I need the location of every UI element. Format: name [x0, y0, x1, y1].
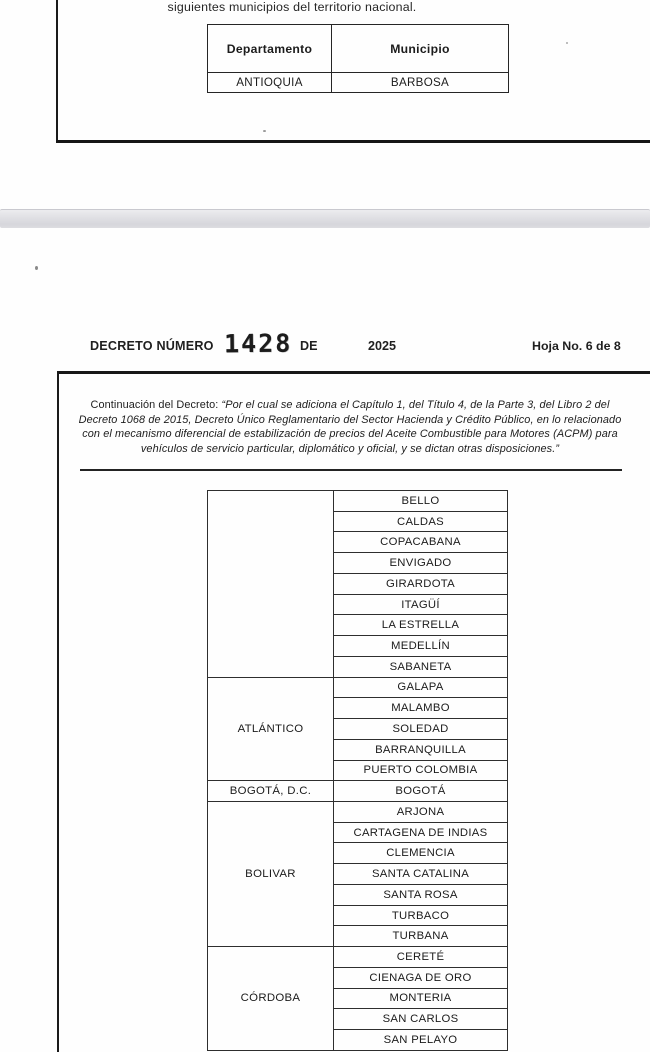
- municipality-cell: SAN CARLOS: [334, 1009, 508, 1030]
- decreto-year: 2025: [368, 339, 397, 353]
- municipality-cell: SANTA CATALINA: [334, 864, 508, 885]
- decreto-header-line: [0, 328, 650, 368]
- municipality-cell: BOGOTÁ: [334, 781, 508, 802]
- municipality-cell: BARRANQUILLA: [334, 739, 508, 760]
- department-cell: ANTIOQUIA: [208, 73, 332, 93]
- continuation-prefix: Continuación del Decreto:: [90, 399, 222, 411]
- municipality-cell: BARBOSA: [332, 73, 509, 93]
- municipality-cell: CERETÉ: [334, 947, 508, 968]
- municipality-cell: MEDELLÍN: [334, 636, 508, 657]
- department-cell: CÓRDOBA: [208, 947, 334, 1051]
- municipality-cell: CIENAGA DE ORO: [334, 967, 508, 988]
- municipalities-table-body: [208, 491, 508, 1051]
- municipality-cell: BELLO: [334, 491, 508, 512]
- department-cell: [208, 491, 334, 678]
- table-row: [208, 802, 508, 823]
- scan-speck: [263, 130, 266, 132]
- department-municipio-table: [207, 24, 509, 93]
- municipality-cell: SOLEDAD: [334, 719, 508, 740]
- continuation-quote: “Por el cual se adiciona el Capítulo 1, del Título 4, de la Parte 3, del Libro 2 del Decreto 1068 de 2015, Decreto Único Reglamentario del Sector Hacienda y Crédito Público, en lo relacionado con el mecanismo diferencial de estabilización de precios del Aceite Combustible para Motores (ACPM) para vehículos de servicio particular, diplomático y oficial, y se dictan otras disposiciones.”: [78, 399, 622, 456]
- page2-left-border: [57, 371, 59, 1052]
- municipality-cell: ARJONA: [334, 802, 508, 823]
- page1-bottom-border: [56, 140, 650, 143]
- municipality-cell: TURBANA: [334, 926, 508, 947]
- department-cell: BOGOTÁ, D.C.: [208, 781, 334, 802]
- table-row: [208, 677, 508, 698]
- municipality-cell: ENVIGADO: [334, 553, 508, 574]
- page-separator-band: [0, 209, 650, 228]
- page2-top-border: [57, 371, 650, 374]
- municipality-cell: SAN PELAYO: [334, 1030, 508, 1051]
- municipality-cell: GALAPA: [334, 677, 508, 698]
- municipality-cell: GIRARDOTA: [334, 573, 508, 594]
- municipality-cell: COPACABANA: [334, 532, 508, 553]
- municipality-cell: CALDAS: [334, 511, 508, 532]
- table-row: [208, 73, 509, 93]
- municipality-cell: CLEMENCIA: [334, 843, 508, 864]
- table-row: [208, 781, 508, 802]
- municipality-cell: MALAMBO: [334, 698, 508, 719]
- municipality-cell: TURBACO: [334, 905, 508, 926]
- municipality-cell: ITAGÜÍ: [334, 594, 508, 615]
- scan-speck: [566, 42, 568, 44]
- department-cell: ATLÁNTICO: [208, 677, 334, 781]
- municipality-cell: PUERTO COLOMBIA: [334, 760, 508, 781]
- department-cell: BOLIVAR: [208, 802, 334, 947]
- table-row: [208, 491, 508, 512]
- municipalities-table: [207, 490, 508, 1051]
- municipality-cell: MONTERIA: [334, 988, 508, 1009]
- municipality-cell: SANTA ROSA: [334, 884, 508, 905]
- page1-left-border: [56, 0, 58, 142]
- decreto-label: DECRETO NÚMERO: [90, 339, 214, 353]
- header-departamento: Departamento: [208, 25, 332, 73]
- paragraph-underline-rule: [80, 469, 622, 471]
- municipality-cell: SABANETA: [334, 656, 508, 677]
- continuation-paragraph: [70, 398, 630, 457]
- page1-closing-sentence: siguientes municipios del territorio nacional.: [167, 0, 417, 14]
- table-header-row: [208, 25, 509, 73]
- page-number-indicator: Hoja No. 6 de 8: [532, 339, 621, 353]
- de-label: DE: [300, 339, 318, 353]
- header-municipio: Municipio: [332, 25, 509, 73]
- table-row: [208, 947, 508, 968]
- municipality-cell: LA ESTRELLA: [334, 615, 508, 636]
- municipality-cell: CARTAGENA DE INDIAS: [334, 822, 508, 843]
- scan-speck: [35, 266, 38, 270]
- decreto-number-stamp: 1428: [223, 328, 293, 359]
